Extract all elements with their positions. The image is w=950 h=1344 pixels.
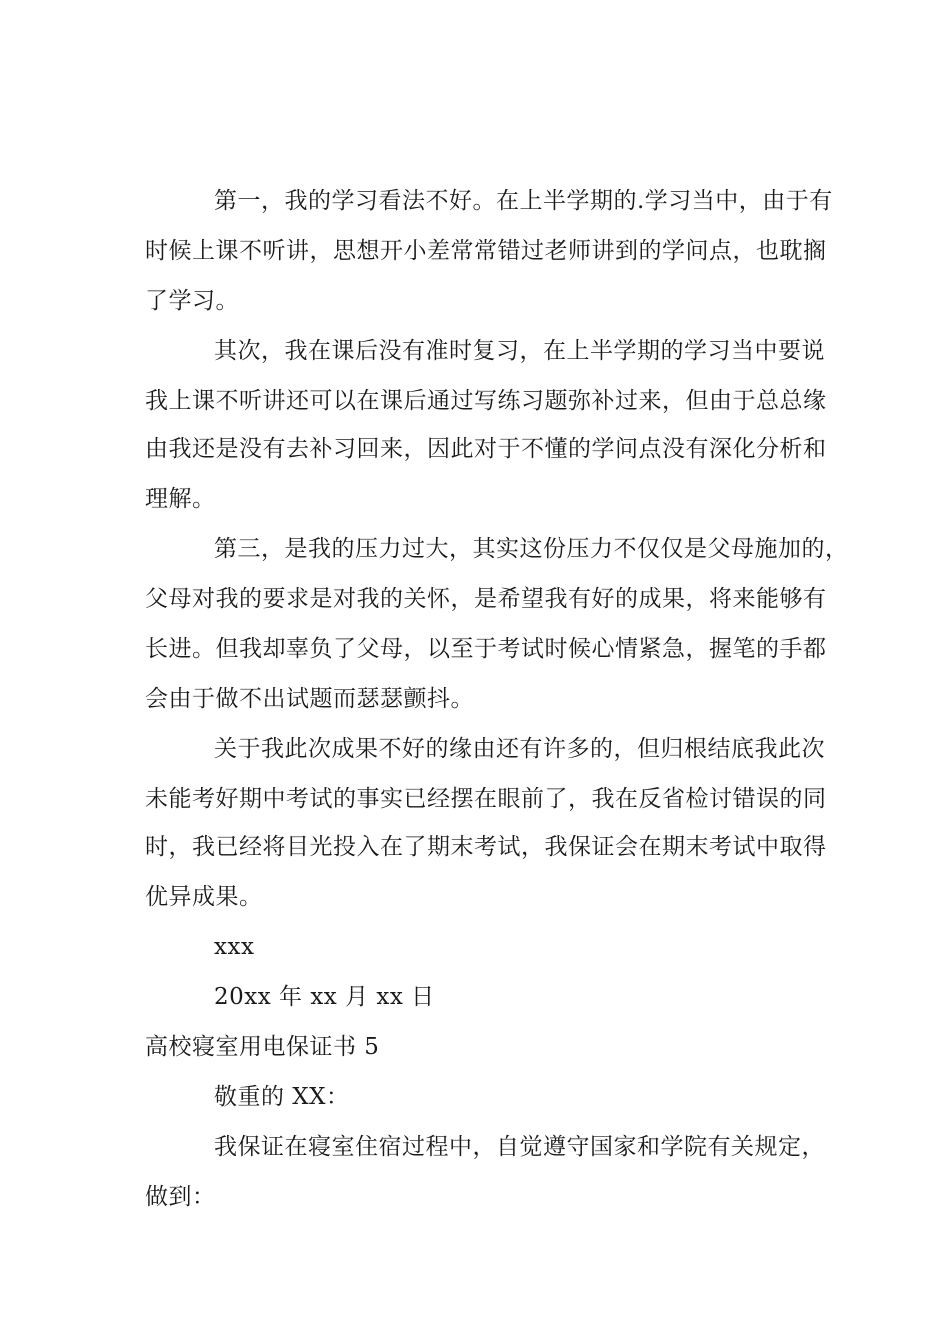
paragraph-5-line-1: 我保证在寝室住宿过程中，自觉遵守国家和学院有关规定， xyxy=(214,1134,825,1160)
paragraph-1-line-1: 第一，我的学习看法不好。在上半学期的.学习当中，由于有 xyxy=(214,188,833,214)
paragraph-2-line-2: 我上课不听讲还可以在课后通过写练习题弥补过来，但由于总总缘 xyxy=(145,388,827,414)
paragraph-3-line-1: 第三，是我的压力过大，其实这份压力不仅仅是父母施加的， xyxy=(214,536,849,562)
paragraph-3-line-4: 会由于做不出试题而瑟瑟颤抖。 xyxy=(145,686,474,712)
paragraph-3-line-2: 父母对我的要求是对我的关怀，是希望我有好的成果，将来能够有 xyxy=(145,586,827,612)
paragraph-2-line-3: 由我还是没有去补习回来，因此对于不懂的学问点没有深化分析和 xyxy=(145,436,827,462)
section-heading: 高校寝室用电保证书 5 xyxy=(145,1034,380,1060)
paragraph-4-line-2: 未能考好期中考试的事实已经摆在眼前了，我在反省检讨错误的同 xyxy=(145,786,827,812)
salutation: 敬重的 XX： xyxy=(214,1084,350,1110)
paragraph-1-line-2: 时候上课不听讲，思想开小差常常错过老师讲到的学问点，也耽搁 xyxy=(145,238,827,264)
paragraph-4-line-3: 时，我已经将目光投入在了期末考试，我保证会在期末考试中取得 xyxy=(145,834,827,860)
paragraph-5-line-2: 做到： xyxy=(145,1184,216,1210)
signature-date: 20xx 年 xx 月 xx 日 xyxy=(214,984,435,1010)
paragraph-2-line-4: 理解。 xyxy=(145,486,216,512)
paragraph-4-line-1: 关于我此次成果不好的缘由还有许多的，但归根结底我此次 xyxy=(214,736,825,762)
paragraph-3-line-3: 长进。但我却辜负了父母，以至于考试时候心情紧急，握笔的手都 xyxy=(145,636,827,662)
paragraph-1-line-3: 了学习。 xyxy=(145,288,239,314)
signature-name: xxx xyxy=(214,934,255,960)
paragraph-4-line-4: 优异成果。 xyxy=(145,884,263,910)
paragraph-2-line-1: 其次，我在课后没有准时复习，在上半学期的学习当中要说 xyxy=(214,338,825,364)
